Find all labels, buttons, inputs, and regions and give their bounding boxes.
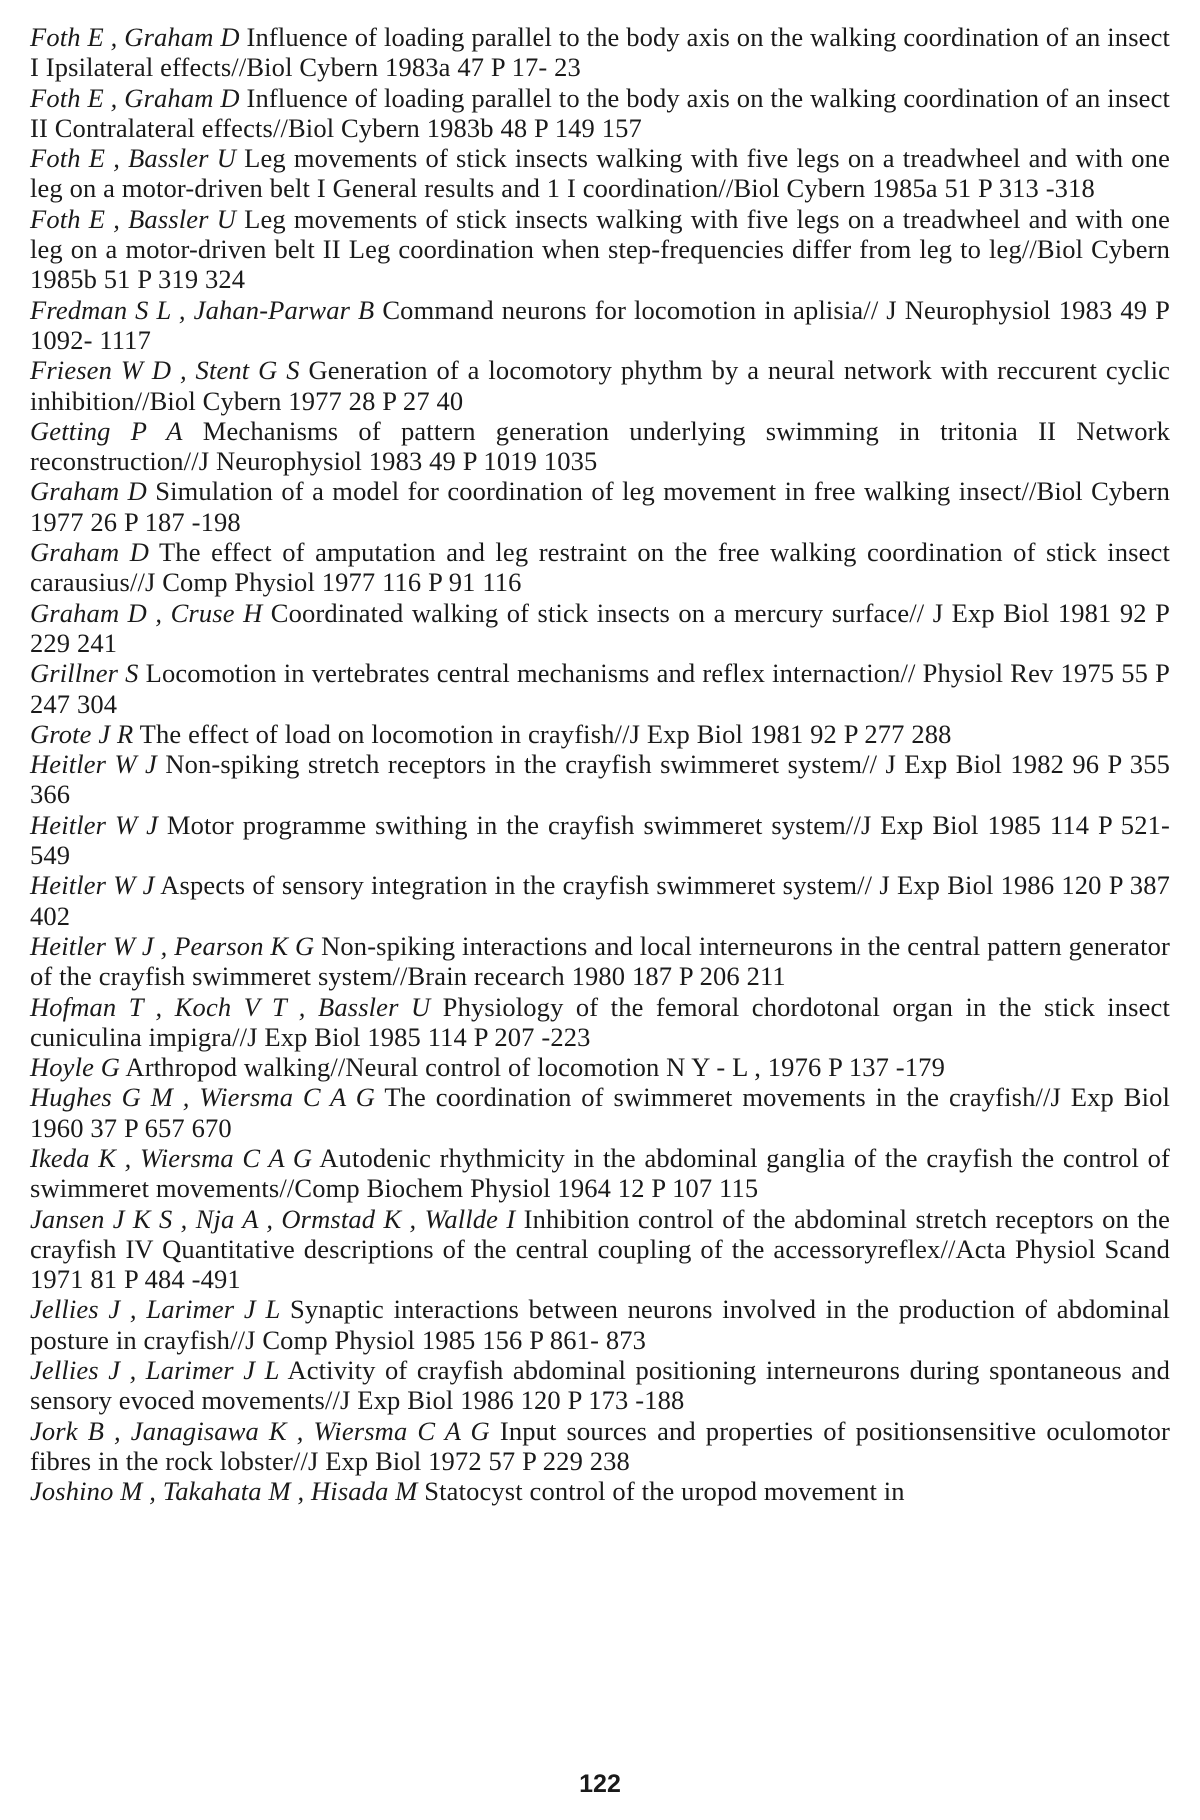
reference-text: Command neurons for locomotion in aplisia// J Neurophysiol 1983 49 P 1092- 1117 xyxy=(30,294,1170,355)
reference-authors: Getting P A xyxy=(30,415,183,446)
reference-authors: Hughes G M , Wiersma C A G xyxy=(30,1082,375,1113)
reference-text: Synaptic interactions between neurons involved in the production of abdominal posture in crayfish//J Comp Physiol 1985 156 P 861- 873 xyxy=(30,1294,1170,1355)
reference-authors: Jellies J , Larimer J L xyxy=(30,1294,281,1325)
reference-text: Generation of a locomotory phythm by a neural network with reccurent cyclic inhibition//Biol Cybern 1977 28 P 27 40 xyxy=(30,355,1170,416)
reference-authors: Foth E , Graham D xyxy=(30,82,240,113)
reference-entry xyxy=(30,658,1170,719)
reference-authors: Friesen W D , Stent G S xyxy=(30,355,300,386)
reference-authors: Hofman T , Koch V T , Bassler U xyxy=(30,991,431,1022)
reference-text: Statocyst control of the uropod movement in xyxy=(417,1476,905,1507)
reference-text: Simulation of a model for coordination of leg movement in free walking insect//Biol Cybern 1977 26 P 187 -198 xyxy=(30,476,1170,537)
reference-authors: Graham D xyxy=(30,537,149,568)
reference-authors: Foth E , Bassler U xyxy=(30,203,237,234)
reference-authors: Graham D xyxy=(30,476,147,507)
reference-text: Coordinated walking of stick insects on a mercury surface// J Exp Biol 1981 92 P 229 241 xyxy=(30,597,1170,658)
reference-authors: Fredman S L , Jahan-Parwar B xyxy=(30,294,375,325)
reference-entry xyxy=(30,931,1170,992)
reference-entry xyxy=(30,870,1170,931)
reference-authors: Foth E , Bassler U xyxy=(30,143,237,174)
reference-text: Motor programme swithing in the crayfish swimmeret system//J Exp Biol 1985 114 P 521- 549 xyxy=(30,809,1170,871)
reference-entry xyxy=(30,749,1170,810)
reference-entry xyxy=(30,1052,1170,1082)
reference-entry xyxy=(30,1143,1170,1204)
reference-authors: Grote J R xyxy=(30,718,134,749)
reference-text: Mechanisms of pattern generation underlying swimming in tritonia II Network reconstruction//J Neurophysiol 1983 49 P 1019 1035 xyxy=(30,415,1170,477)
reference-text: Leg movements of stick insects walking with five legs on a treadwheel and with one leg on a motor-driven belt II Leg coordination when step-frequencies differ from leg to leg//Biol Cybern 1985b 51 P 319 324 xyxy=(30,203,1170,295)
reference-authors: Jansen J K S , Nja A , Ormstad K , Wallde I xyxy=(30,1203,516,1234)
reference-text: Non-spiking interactions and local interneurons in the central pattern generator of the crayfish swimmeret system//Brain recearch 1980 187 P 206 211 xyxy=(30,930,1170,992)
reference-text: Autodenic rhythmicity in the abdominal ganglia of the crayfish the control of swimmeret movements//Comp Biochem Physiol 1964 12 P 107 115 xyxy=(30,1142,1170,1204)
reference-text: Physiology of the femoral chordotonal organ in the stick insect cuniculina impigra//J Exp Biol 1985 114 P 207 -223 xyxy=(30,991,1170,1052)
reference-entry xyxy=(30,1476,1170,1506)
reference-authors: Jork B , Janagisawa K , Wiersma C A G xyxy=(30,1415,490,1446)
reference-text: Inhibition control of the abdominal stretch receptors on the crayfish IV Quantitative descriptions of the central coupling of the accessoryreflex//Acta Physiol Scand 1971 81 P 484 -491 xyxy=(30,1203,1171,1295)
reference-authors: Ikeda K , Wiersma C A G xyxy=(30,1142,313,1173)
reference-authors: Jellies J , Larimer J L xyxy=(30,1355,280,1386)
reference-authors: Joshino M , Takahata M , Hisada M xyxy=(30,1476,418,1507)
reference-text: Non-spiking stretch receptors in the crayfish swimmeret system// J Exp Biol 1982 96 P 355 366 xyxy=(30,749,1170,810)
reference-entry xyxy=(30,1082,1170,1143)
reference-entry xyxy=(30,143,1170,204)
reference-entry xyxy=(30,22,1170,83)
reference-authors: Heitler W J xyxy=(30,749,157,780)
reference-text: The coordination of swimmeret movements in the crayfish//J Exp Biol 1960 37 P 657 670 xyxy=(30,1082,1170,1143)
reference-authors: Grillner S xyxy=(30,658,139,689)
reference-entry xyxy=(30,416,1170,477)
reference-entry xyxy=(30,598,1170,659)
page-number: 122 xyxy=(579,1770,621,1798)
reference-entry xyxy=(30,719,1170,749)
reference-entry xyxy=(30,1416,1170,1477)
reference-entry xyxy=(30,476,1170,537)
reference-authors: Heitler W J , Pearson K G xyxy=(30,930,315,961)
reference-text: Leg movements of stick insects walking with five legs on a treadwheel and with one leg on a motor-driven belt I General results and 1 I coordination//Biol Cybern 1985a 51 P 313 -318 xyxy=(30,143,1170,204)
reference-entry xyxy=(30,83,1170,144)
reference-entry xyxy=(30,1204,1170,1295)
reference-entry xyxy=(30,295,1170,356)
reference-entry xyxy=(30,355,1170,416)
reference-text: The effect of amputation and leg restraint on the free walking coordination of stick insect carausius//J Comp Physiol 1977 116 P 91 116 xyxy=(30,537,1170,598)
reference-authors: Graham D , Cruse H xyxy=(30,597,263,628)
reference-entry xyxy=(30,1294,1170,1355)
reference-entry xyxy=(30,537,1170,598)
reference-entry xyxy=(30,810,1170,871)
reference-authors: Hoyle G xyxy=(30,1052,121,1083)
reference-text: Activity of crayfish abdominal positioning interneurons during spontaneous and sensory evoced movements//J Exp Biol 1986 120 P 173 -188 xyxy=(30,1355,1170,1416)
reference-authors: Foth E , Graham D xyxy=(30,22,240,52)
reference-entry xyxy=(30,1355,1170,1416)
reference-text: Influence of loading parallel to the body axis on the walking coordination of an insect II Contralateral effects//Biol Cybern 1983b 48 P 149 157 xyxy=(30,82,1171,143)
reference-text: Influence of loading parallel to the body axis on the walking coordination of an insect I Ipsilateral effects//Biol Cybern 1983a 47 P 17- 23 xyxy=(30,22,1171,83)
reference-entry xyxy=(30,992,1170,1053)
reference-authors: Heitler W J xyxy=(30,809,159,840)
reference-entry xyxy=(30,204,1170,295)
reference-text: Arthropod walking//Neural control of locomotion N Y - L , 1976 P 137 -179 xyxy=(120,1052,945,1083)
reference-text: Locomotion in vertebrates central mechanisms and reflex internaction// Physiol Rev 1975 55 P 247 304 xyxy=(30,658,1170,719)
reference-text: Input sources and properties of positionsensitive oculomotor fibres in the rock lobster//J Exp Biol 1972 57 P 229 238 xyxy=(30,1415,1171,1476)
reference-authors: Heitler W J xyxy=(30,870,155,901)
reference-text: Aspects of sensory integration in the crayfish swimmeret system// J Exp Biol 1986 120 P 387 402 xyxy=(30,870,1170,931)
reference-text: The effect of load on locomotion in crayfish//J Exp Biol 1981 92 P 277 288 xyxy=(133,718,952,749)
reference-list xyxy=(30,22,1170,1507)
